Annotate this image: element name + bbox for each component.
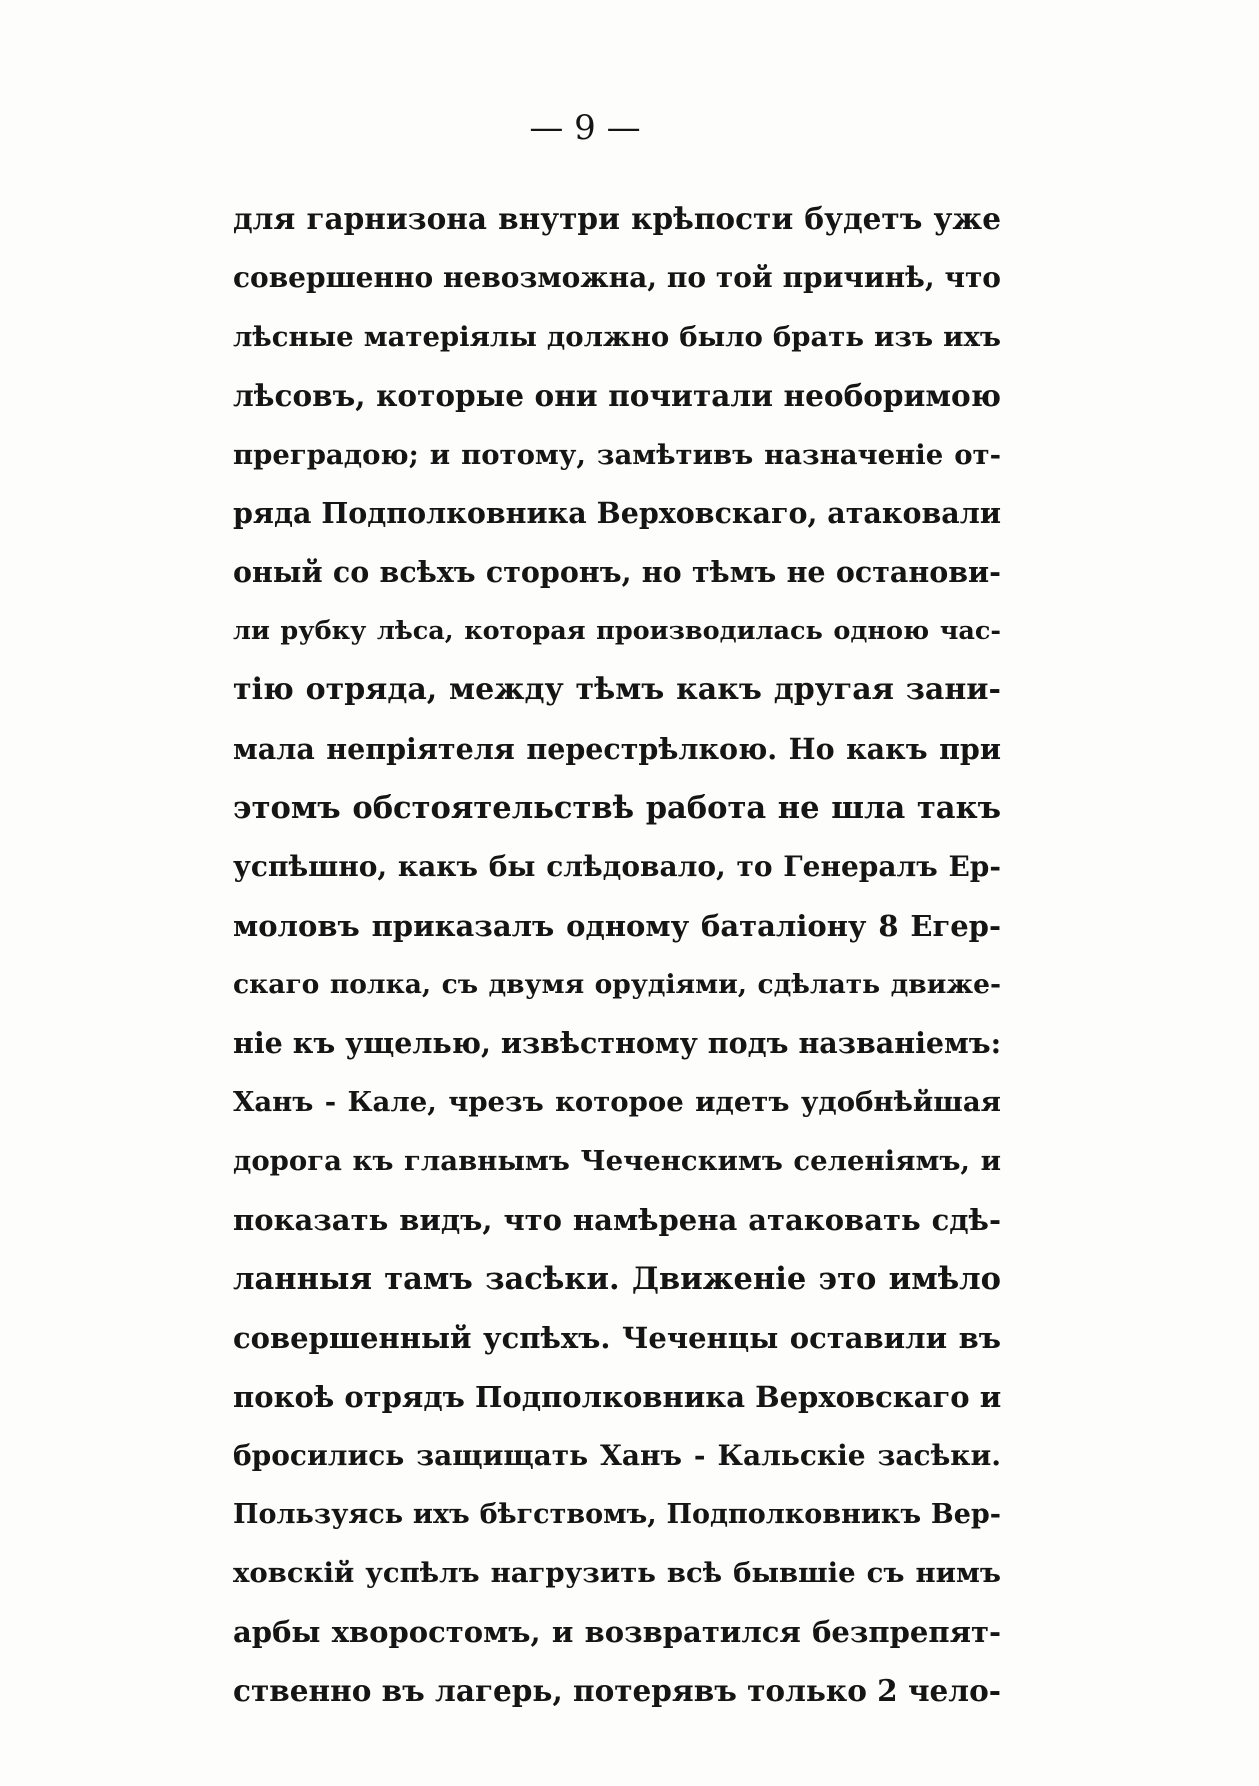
- text-line: лѣсные матеріялы должно было брать изъ ихъ: [233, 320, 1001, 353]
- text-line: ственно въ лагерь, потерявъ только 2 чело-: [233, 1673, 1001, 1709]
- text-line: преградою; и потому, замѣтивъ назначеніе от-: [233, 438, 1001, 471]
- text-line: совершенный успѣхъ. Чеченцы оставили въ: [233, 1320, 1001, 1355]
- body-text: [233, 190, 1001, 1721]
- text-line: ланныя тамъ засѣки. Движеніе это имѣло: [233, 1261, 1001, 1298]
- text-line: бросились защищать Ханъ - Кальскіе засѣки.: [233, 1438, 1001, 1472]
- text-line: тію отряда, между тѣмъ какъ другая зани-: [233, 672, 1001, 708]
- text-line: Пользуясь ихъ бѣгствомъ, Подполковникъ Вер-: [233, 1498, 1001, 1530]
- text-line: лѣсовъ, которые они почитали необоримою: [233, 377, 1001, 413]
- text-line: скаго полка, съ двумя орудіями, сдѣлать движе-: [233, 968, 1001, 1000]
- text-line: показать видъ, что намѣрена атаковать сдѣ-: [233, 1203, 1001, 1238]
- text-line: этомъ обстоятельствѣ работа не шла такъ: [233, 789, 1001, 826]
- text-line: Ханъ - Кале, чрезъ которое идетъ удобнѣйшая: [233, 1086, 1001, 1119]
- text-line: мала непріятеля перестрѣлкою. Но какъ при: [233, 732, 1001, 767]
- text-line: моловъ приказалъ одному баталіону 8 Егер-: [233, 908, 1001, 943]
- text-line: ли рубку лѣса, которая производилась одною час-: [233, 616, 1001, 647]
- text-line: арбы хворостомъ, и возвратился безпрепят-: [233, 1615, 1001, 1650]
- text-line: покоѣ отрядъ Подполковника Верховскаго и: [233, 1379, 1001, 1414]
- text-line: ніе къ ущелью, извѣстному подъ названіемъ:: [233, 1026, 1001, 1061]
- text-line: совершенно невозможна, по той причинѣ, что: [233, 260, 1001, 294]
- text-line: успѣшно, какъ бы слѣдовало, то Генералъ Ер-: [233, 849, 1001, 883]
- text-line: дорога къ главнымъ Чеченскимъ селеніямъ, и: [233, 1145, 1001, 1178]
- text-line: ряда Подполковника Верховскаго, атаковали: [233, 496, 1001, 531]
- text-line: оный со всѣхъ сторонъ, но тѣмъ не останови-: [233, 555, 1001, 590]
- text-line: ховскій успѣлъ нагрузить всѣ бывшіе съ нимъ: [233, 1557, 1001, 1590]
- page-number: — 9 —: [529, 108, 641, 148]
- text-line: для гарнизона внутри крѣпости будетъ уже: [233, 201, 1001, 236]
